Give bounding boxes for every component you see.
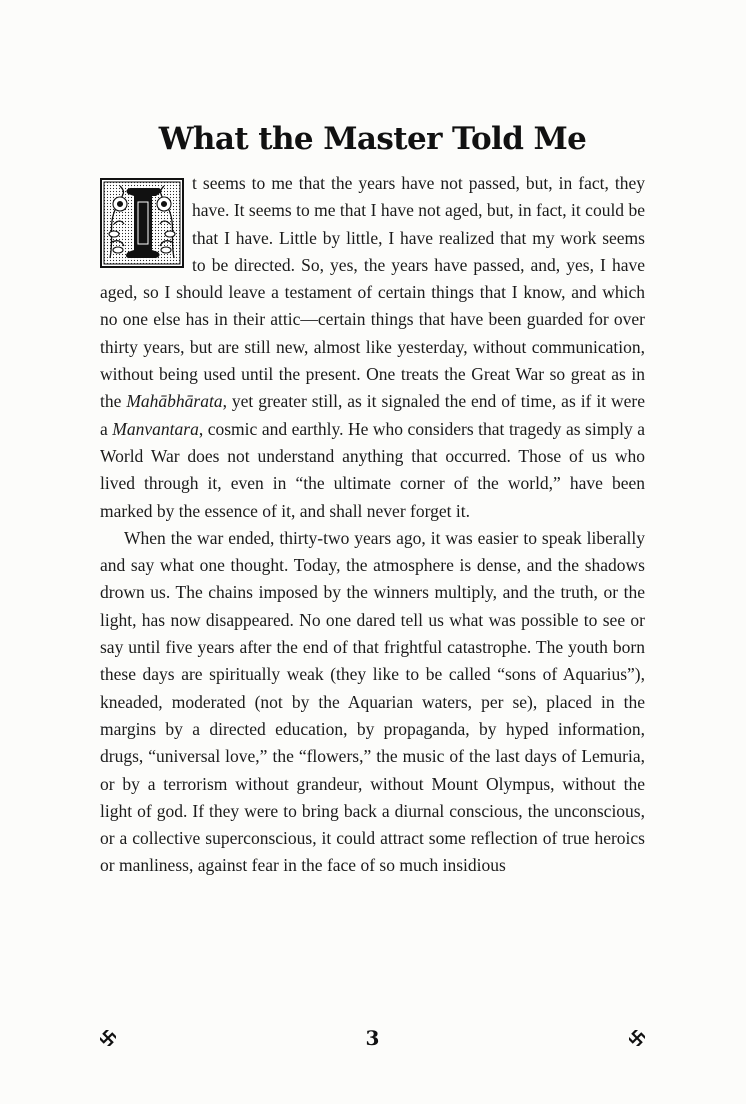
rotated-cross-ornament-icon [629,1030,645,1046]
paragraph-2-text [100,528,645,876]
text-run: When the war ended, thirty-two years ago, it was easier to speak liberally and say what one thought. Today, the atmosphere is dense, and the shadows drown us. The chains imposed by the winners multiply, and the truth, or the light, has now disappeared. No one dared tell us what was possible to see or say until five years after the end of that frightful catastrophe. The youth born these days are spiritually weak (they like to be called “sons of Aquarius”), kneaded, moderated (not by the Aquarian waters, per se), placed in the margins by a directed education, by propaganda, by hyped information, drugs, “universal love,” the “flowers,” the music of the last days of Lemuria, or by a terrorism without grandeur, without Mount Olympus, without the light of god. If they were to bring back a diurnal conscious, the unconscious, or a collective superconscious, it could attract some reflection of true heroics or manliness, against fear in the face of so much insidious [100,527,645,876]
dropcap-ornament-icon [100,178,184,268]
page-number: 3 [365,1026,380,1050]
text-run: , cosmic and earthly. He who considers that tragedy as simply a World War does not understand anything that occurred. Those of us who lived through it, even in “the ultimate corner of the world,” have been marked by the essence of it, and shall never forget it. [100,418,645,521]
page-title: What the Master Told Me [158,120,587,157]
body-text [100,170,645,880]
paragraph-2 [100,525,645,880]
dropcap-illuminated-initial [100,178,184,268]
italic-term: Manvantara [112,418,199,439]
text-run: , yet greater still, as it signaled the end of time, as if it were a [100,391,645,439]
text-run: t seems to me that the years have not passed, but, in fact, they have. It seems to me that I have not aged, but, in fact, it could be that I have. Little by little, I have realized that my work seems to be directed. So, yes, the years have passed, and, yes, I have aged, so I should leave a testament of certain things that I know, and which no one else has in their attic—certain things that have been guarded for over thirty years, but are still new, almost like yesterday, without communication, without being used until the present. One treats the Great War so great as in the [100,173,645,412]
paragraph-1 [100,170,645,525]
italic-term: Mahābhārata [126,391,223,412]
page-footer [100,1026,645,1056]
